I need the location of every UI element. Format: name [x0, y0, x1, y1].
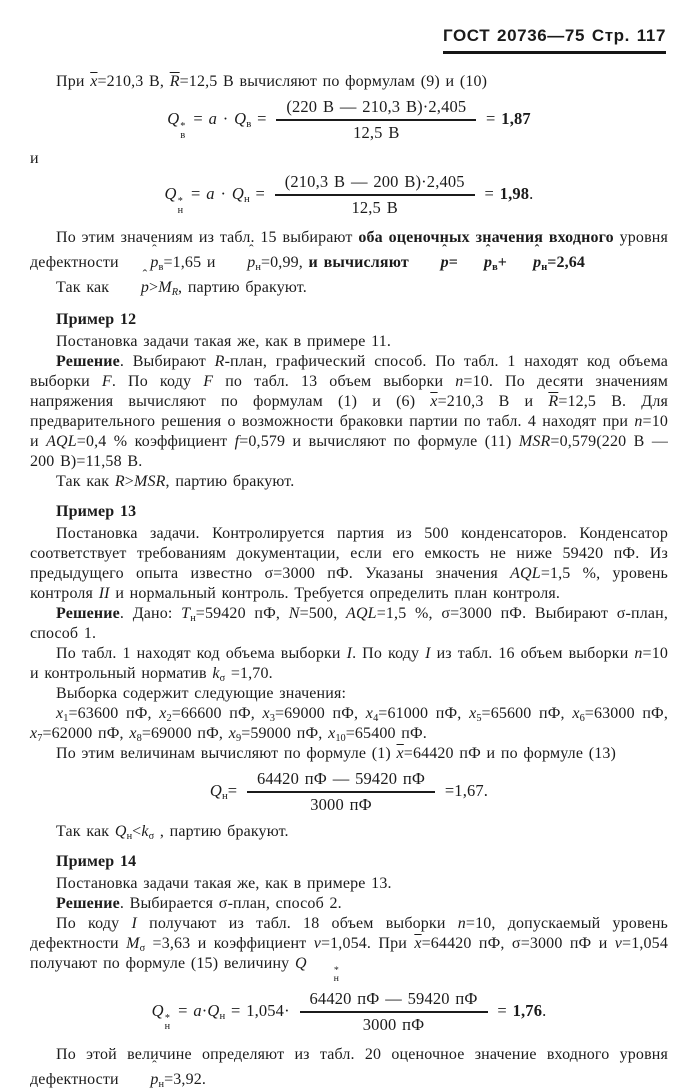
example-13-sample-intro: Выборка содержит следующие значения: — [56, 685, 347, 702]
example-12-section — [30, 310, 668, 492]
formula-lower-quality-index: Q * н = $a \cdot Q_н$ = (210,3 В — 200 В)·2,405 12,5 В = 1,98. — [164, 172, 534, 217]
example-14-heading: Пример 14 — [56, 853, 137, 870]
defect-level-values-paragraph: По этим значениям из табл. 15 выбирают оба оценочных значения входного уровня дефектности p ˆ$_в$=1,65 и p ˆ$_н$=0,99, и вычисляют p ˆ= p ˆ$_в$+ p ˆ$_н$=2,64 — [30, 225, 668, 275]
example-14-solution: Решение. Выбирается σ-план, способ 2. — [56, 895, 342, 912]
example-13-heading: Пример 13 — [56, 503, 137, 520]
formula-upper-quality-index: Q * в = $a \cdot Q_в$ = (220 В — 210,3 В)·2,405 12,5 В = 1,87 — [167, 97, 531, 142]
example-14-parameters: По коду I получают из табл. 18 объем выборки n=10, допускаемый уровень дефектности $M_\sigma =3,63$ и коэффициент v=1,054. При $\overline{x}=64420$ пФ, σ=3000 пФ и v=1,054 получают по формуле (15) величину Q * н — [30, 915, 668, 985]
rejection-statement-example-11: Так как p $ˆ>M_R$, партию бракуют. — [30, 275, 668, 300]
conjunction-and: и — [30, 150, 39, 167]
example-14-task: Постановка задачи такая же, как в примере 13. — [56, 875, 392, 892]
formula-qn-example-13: $Q_н=$ 64420 пФ — 59420 пФ 3000 пФ =1,67. — [209, 769, 489, 814]
formula-qn-star-example-14: Q * н = $a\cdot Q_н = 1,054\cdot$ 64420 пФ — 59420 пФ 3000 пФ = 1,76. — [151, 988, 547, 1034]
page-header — [30, 26, 666, 54]
example-13-rejection: Так как $Q_н<k_\sigma$ , партию бракуют. — [56, 823, 289, 843]
example-13-sample-values: $x_1=63600$ пФ, $x_2=66600$ пФ, $x_3=69000$ пФ, $x_4=61000$ пФ, $x_5=65600$ пФ, $x_6=63000$ пФ, $x_7=62000$ пФ, $x_8=69000$ пФ, $x_9=59000$ пФ, $x_{10}=65400$ пФ. — [30, 705, 668, 745]
example-12-rejection: Так как R>MSR, партию бракуют. — [56, 473, 295, 490]
document-number-and-page-label: ГОСТ 20736—75 Стр. 117 — [443, 26, 666, 54]
example-14-conclusion: По этой величине определяют из табл. 20 оценочное значение входного уровня дефектности p ˆ$_н$=3,92. — [30, 1042, 668, 1092]
example-12-solution: Решение. Выбирают R-план, графический способ. По табл. 1 находят код объема выборки F. По коду F по табл. 13 объем выборки n=10. По десяти значениям напряжения вычисляют по формулам (1) и (6) $\overline{x}=210,3$ В и $\overline{R}=12,5$ В. Для предварительного решения о возможности браковки партии по табл. 4 находят при n=10 и AQL=0,4 % коэффициент f=0,579 и вычисляют по формуле (11) MSR=0,579(220 В — 200 В)=11,58 В. — [30, 353, 669, 470]
example-13-task: Постановка задачи. Контролируется партия из 500 конденсаторов. Конденсатор соответствует требованиям документации, если его емкость не ниже 59420 пФ. Из предыдущего опыта известно σ=3000 пФ. Указаны значения AQL=1,5 %, уровень контроля II и нормальный контроль. Требуется определить план контроля. — [30, 525, 668, 602]
intro-paragraph: При $\overline{x}=210,3$ В, $\overline{R}=12,5$ В вычисляют по формулам (9) и (10) — [56, 73, 488, 90]
example-12-heading: Пример 12 — [56, 311, 137, 328]
example-13-compute: По этим величинам вычисляют по формуле (1) $\overline{x}=64420$ пФ и по формуле (13) — [56, 745, 616, 762]
example-12-task: Постановка задачи такая же, как в примере 11. — [56, 333, 392, 350]
example-13-sample-code: По табл. 1 находят код объема выборки I. По коду I из табл. 16 объем выборки n=10 и контрольный норматив $k_\sigma =1,70$. — [30, 645, 668, 685]
example-14-section — [30, 852, 668, 1092]
page-body — [30, 72, 668, 1092]
example-13-section — [30, 502, 668, 842]
example-13-given: Решение. Дано: $T_н=59420$ пФ, N=500, AQL=1,5 %, σ=3000 пФ. Выбирают σ-план, способ 1. — [30, 605, 668, 642]
